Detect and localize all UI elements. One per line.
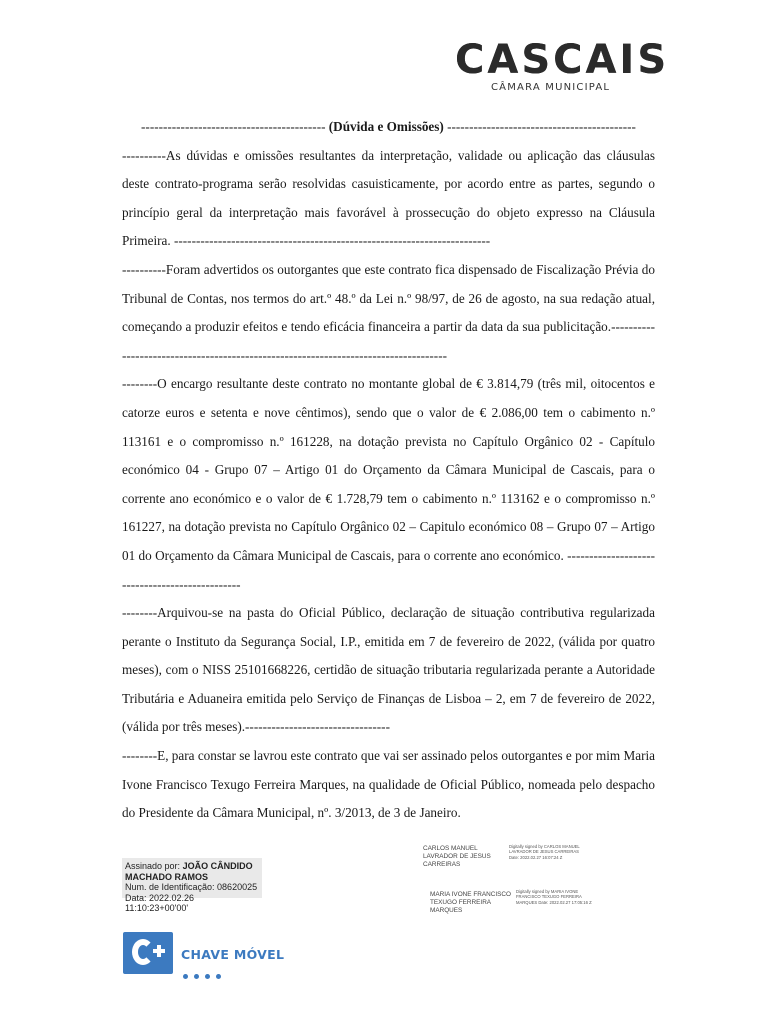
signature-stamp [122, 858, 262, 913]
contract-body [122, 113, 655, 828]
stamp-label: Assinado por: [125, 861, 181, 871]
section-heading [122, 113, 655, 142]
signature-maria-name: MARIA IVONE FRANCISCO TEXUGO FERREIRA MARQUES [430, 891, 511, 914]
chave-movel-icon [123, 932, 173, 974]
stamp-date: Data: 2022.02.26 11:10:23+00'00' [125, 892, 195, 913]
signature-maria-detail: Digitally signed by MARIA IVONE FRANCISCO TEXUGO FERREIRA MARQUES Date: 2022.02.27 17:05:16 Z [516, 889, 592, 905]
heading-title: (Dúvida e Omissões) [328, 119, 444, 134]
paragraph-closing: --------E, para constar se lavrou este contrato que vai ser assinado pelos outorgantes e por mim Maria Ivone Francisco Texugo Ferreira Marques, na qualidade de Oficial Público, nomeada pelo despacho do Presidente da Câmara Municipal, nº. 3/2013, de 3 de Janeiro. [122, 748, 655, 821]
paragraph-doubts: ----------As dúvidas e omissões resultantes da interpretação, validade ou aplicação das cláusulas deste contrato-programa serão resolvidas casuisticamente, por acordo entre as partes, segundo o princípio geral da interpretação mais favorável à prossecução do objeto expresso na Cláusula Primeira. ------------------------------------------------------------------------ [122, 147, 655, 249]
paragraph-fiscalization: ----------Foram advertidos os outorgantes que este contrato fica dispensado de Fiscalização Prévia do Tribunal de Contas, nos termos do art.º 48.º da Lei n.º 98/97, de 26 de agosto, na sua redação atual, começando a produzir efeitos e tendo eficácia financeira a partir da data da sua publicitação.------------------------------------------------------------------------------------ [122, 261, 655, 363]
stamp-signer: JOÃO CÂNDIDO MACHADO RAMOS [125, 861, 253, 882]
heading-dashes-right: ------------------------------------------- [447, 119, 636, 134]
signature-carlos-name: CARLOS MANUEL LAVRADOR DE JESUS CARREIRAS [423, 845, 491, 868]
chave-movel-label: CHAVE MÓVEL [181, 947, 285, 962]
stamp-id: Num. de Identificação: 08620025 [125, 882, 258, 892]
paragraph-archive: --------Arquivou-se na pasta do Oficial Público, declaração de situação contributiva regularizada perante o Instituto da Segurança Social, I.P., emitida em 7 de fevereiro de 2022, (válida por quatro meses), com o NISS 25101668226, certidão de situação tributaria regularizada perante a Autoridade Tributária e Aduaneira emitida pelo Serviço de Finanças de Lisboa – 2, em 7 de fevereiro de 2022, (válida por três meses).--------------------------------- [122, 605, 655, 735]
chave-movel-logo [123, 932, 283, 974]
signature-carlos-detail: Digitally signed by CARLOS MANUEL LAVRADOR DE JESUS CARREIRAS Date: 2022.02.27 16:07:24 Z [509, 844, 580, 860]
heading-dashes-left: ------------------------------------------ [141, 119, 326, 134]
logo-subtitle: CÂMARA MUNICIPAL [491, 82, 611, 93]
chave-movel-dots [183, 966, 227, 984]
paragraph-charges: --------O encargo resultante deste contrato no montante global de € 3.814,79 (três mil, oitocentos e catorze euros e setenta e nove cêntimos), sendo que o valor de € 2.086,00 tem o cabimento n.º 113161 e o compromisso n.º 161228, na dotação prevista no Capítulo Orgânico 02 - Capítulo económico 04 - Grupo 07 – Artigo 01 do Orçamento da Câmara Municipal de Cascais, para o corrente ano económico e o valor de € 1.728,79 tem o cabimento n.º 113162 e o compromisso n.º 161227, na dotação prevista no Capítulo Orgânico 02 – Capitulo económico 08 – Grupo 07 – Artigo 01 do Orçamento da Câmara Municipal de Cascais, para o corrente ano económico. ----------------------------------------------- [122, 376, 655, 592]
logo-wordmark: CASCAIS [455, 37, 670, 83]
cascais-logo [455, 37, 670, 93]
